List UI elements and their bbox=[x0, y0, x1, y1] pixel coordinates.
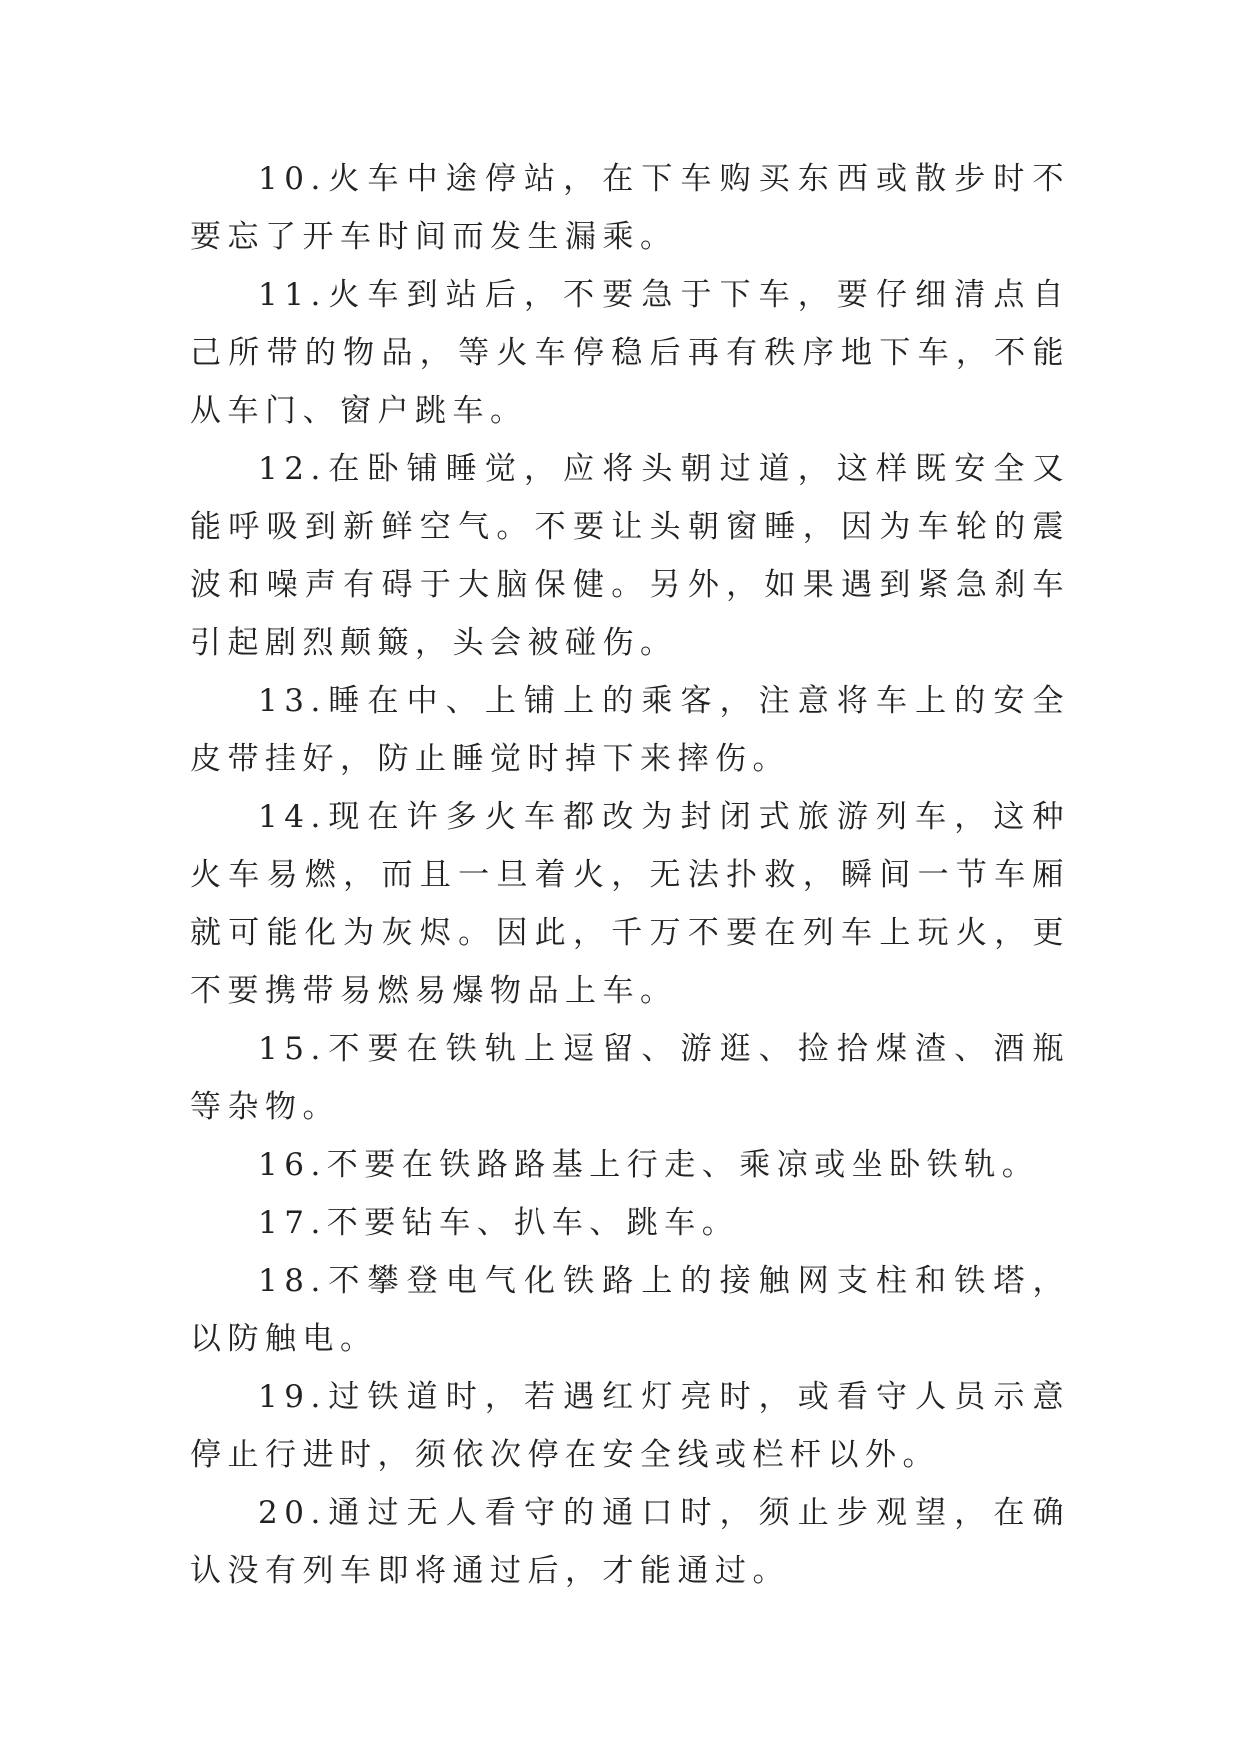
paragraph-item-12: 12.在卧铺睡觉，应将头朝过道，这样既安全又能呼吸到新鲜空气。不要让头朝窗睡，因为车轮的震波和噪声有碍于大脑保健。另外，如果遇到紧急刹车引起剧烈颠簸，头会被碰伤。 bbox=[190, 451, 1070, 661]
paragraph-item-14: 14.现在许多火车都改为封闭式旅游列车，这种火车易燃，而且一旦着火，无法扑救，瞬间一节车厢就可能化为灰烬。因此，千万不要在列车上玩火，更不要携带易燃易爆物品上车。 bbox=[190, 799, 1070, 1009]
paragraph-item-10: 10.火车中途停站，在下车购买东西或散步时不要忘了开车时间而发生漏乘。 bbox=[190, 161, 1070, 255]
paragraph-item-19: 19.过铁道时，若遇红灯亮时，或看守人员示意停止行进时，须依次停在安全线或栏杆以外。 bbox=[190, 1379, 1070, 1473]
paragraph-item-13: 13.睡在中、上铺上的乘客，注意将车上的安全皮带挂好，防止睡觉时掉下来摔伤。 bbox=[190, 683, 1070, 777]
paragraph-item-20: 20.通过无人看守的通口时，须止步观望，在确认没有列车即将通过后，才能通过。 bbox=[190, 1495, 1070, 1589]
paragraph-item-17: 17.不要钻车、扒车、跳车。 bbox=[258, 1205, 740, 1241]
document-body bbox=[190, 150, 1070, 1600]
paragraph-item-15: 15.不要在铁轨上逗留、游逛、捡拾煤渣、酒瓶等杂物。 bbox=[190, 1031, 1070, 1125]
paragraph-item-11: 11.火车到站后，不要急于下车，要仔细清点自己所带的物品，等火车停稳后再有秩序地下车，不能从车门、窗户跳车。 bbox=[190, 277, 1070, 429]
paragraph-item-18: 18.不攀登电气化铁路上的接触网支柱和铁塔，以防触电。 bbox=[190, 1263, 1070, 1357]
paragraph-item-16: 16.不要在铁路路基上行走、乘凉或坐卧铁轨。 bbox=[258, 1147, 1040, 1183]
